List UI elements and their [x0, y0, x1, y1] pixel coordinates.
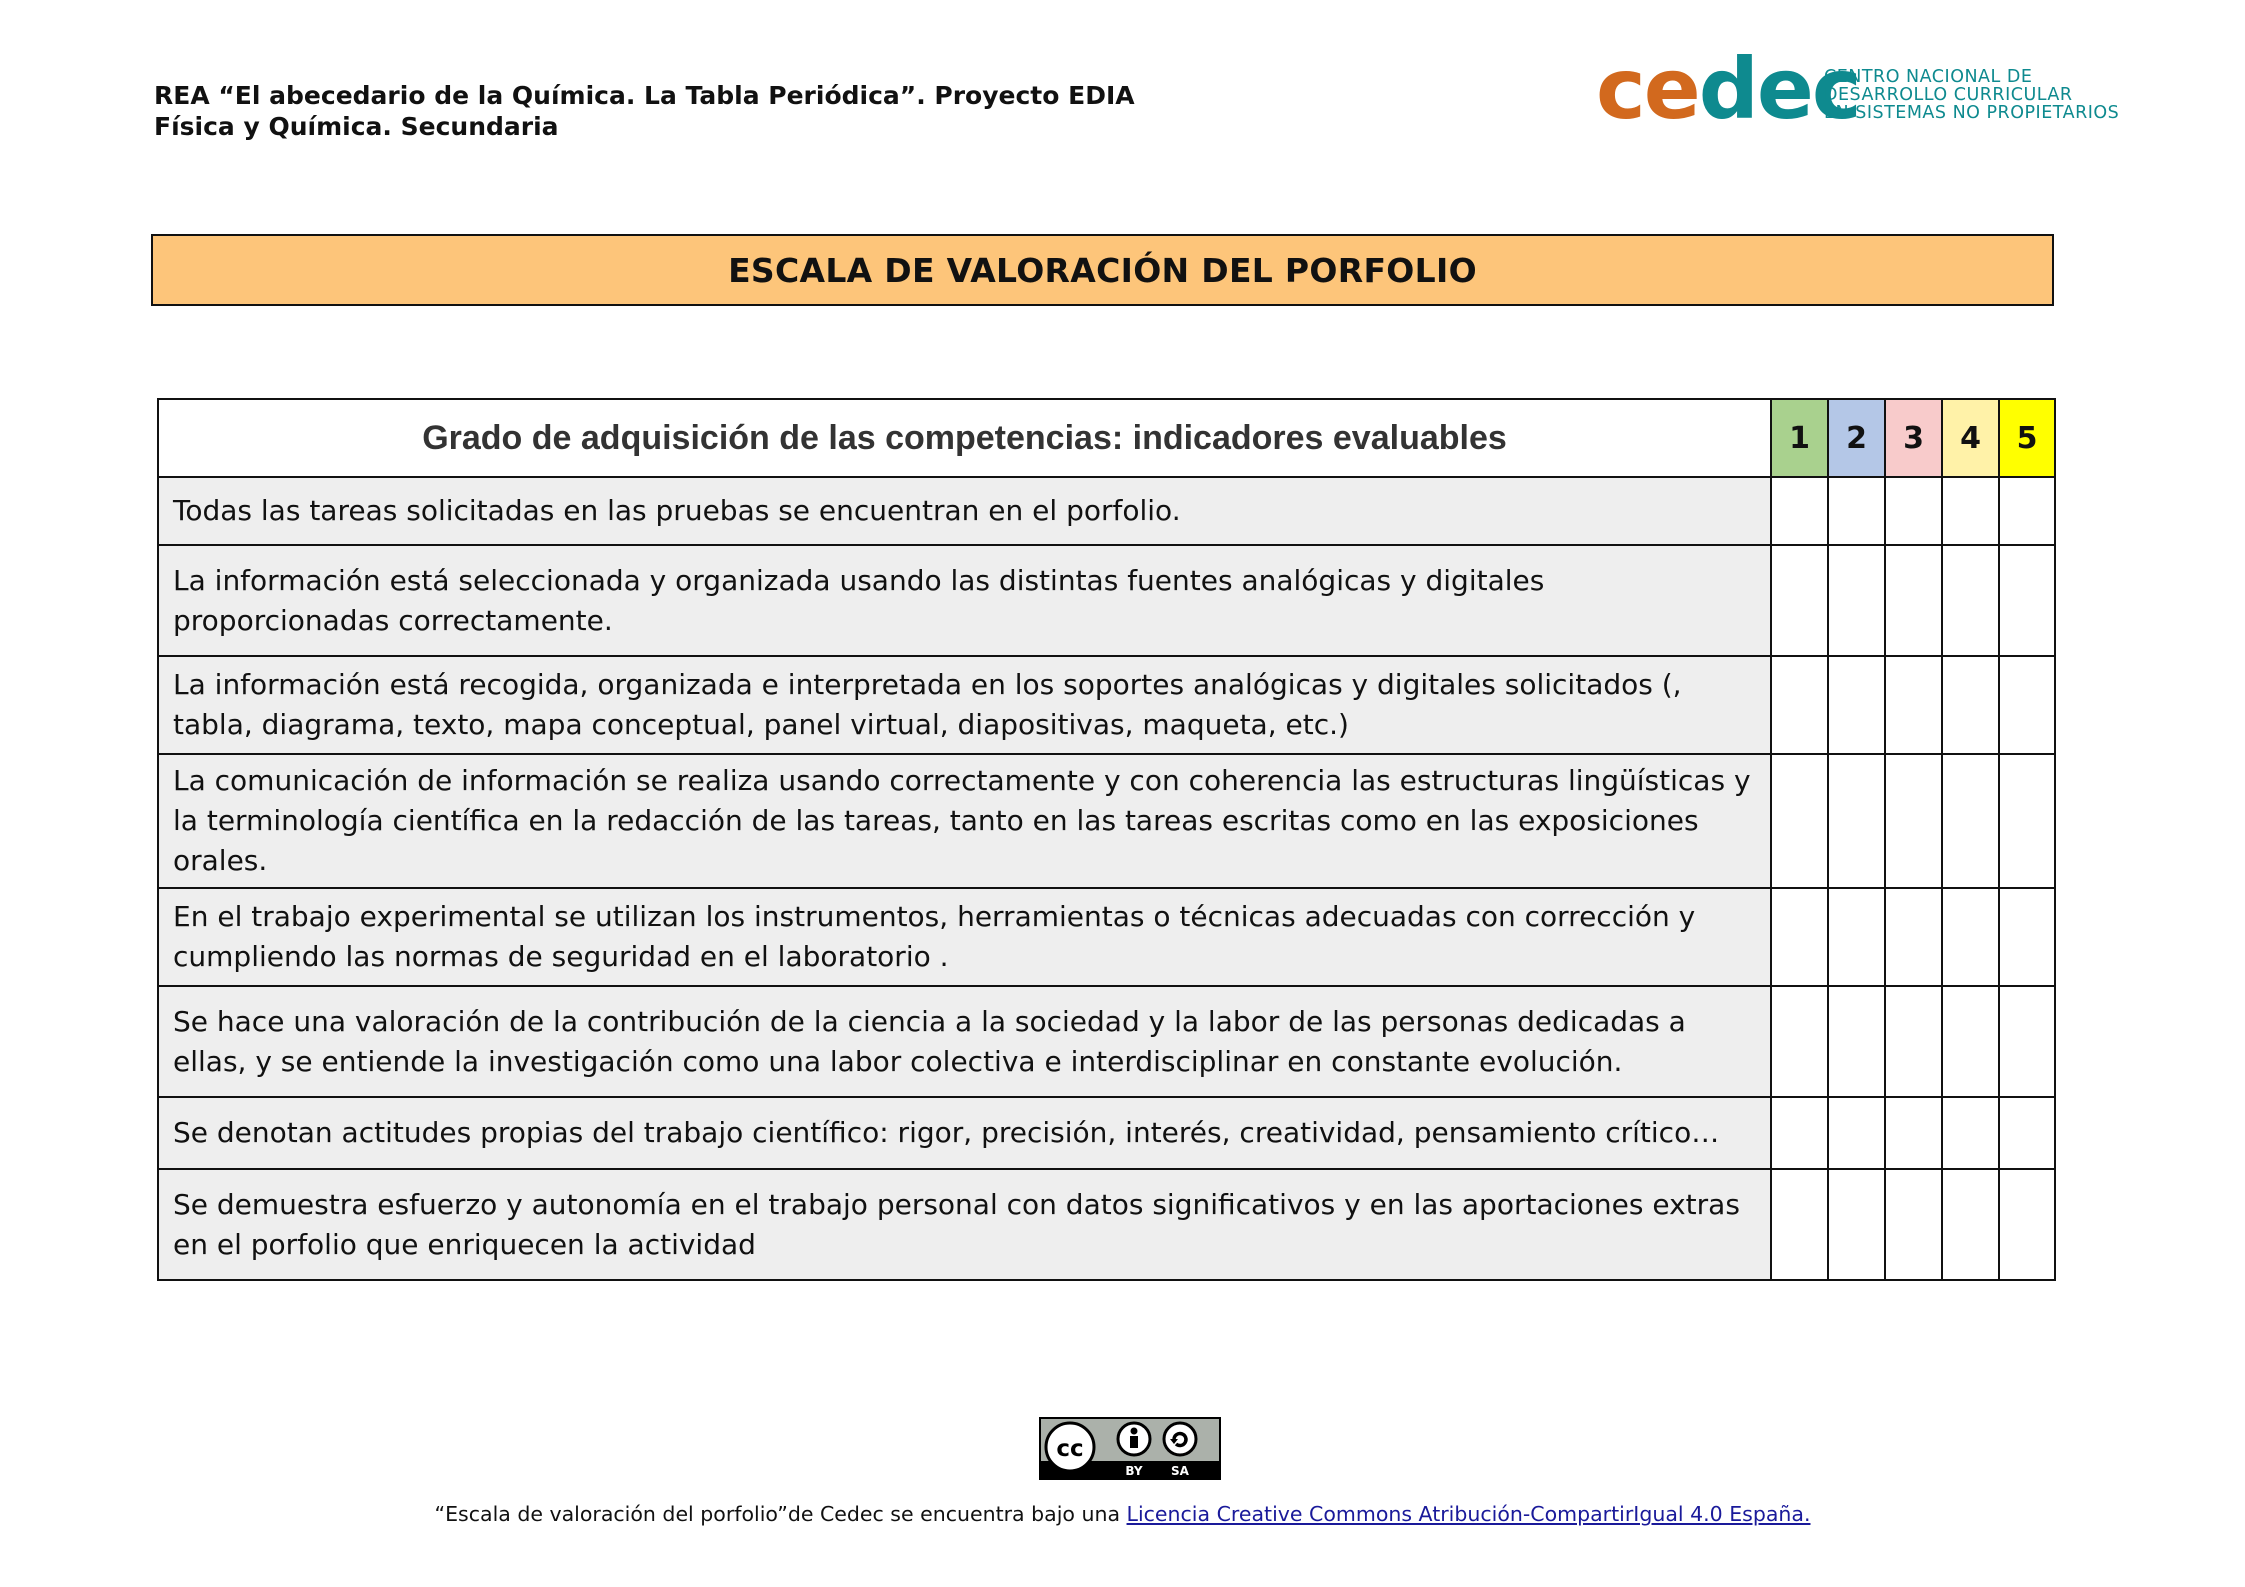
score-cell-5[interactable]: [1999, 656, 2055, 754]
score-cell-1[interactable]: [1771, 545, 1828, 656]
indicator-text: En el trabajo experimental se utilizan los instrumentos, herramientas o técnicas adecuadas con corrección y cumpliendo las normas de seguridad en el laboratorio .: [158, 888, 1771, 986]
score-cell-4[interactable]: [1942, 1097, 1999, 1169]
indicator-text: La comunicación de información se realiza usando correctamente y con coherencia las estructuras lingüísticas y la terminología científica en la redacción de las tareas, tanto en las tareas escritas como en las exposiciones orales.: [158, 754, 1771, 888]
score-cell-1[interactable]: [1771, 477, 1828, 545]
table-row: [158, 1169, 2055, 1280]
score-header-2: 2: [1828, 399, 1885, 477]
score-cell-4[interactable]: [1942, 986, 1999, 1097]
score-cell-1[interactable]: [1771, 986, 1828, 1097]
score-cell-3[interactable]: [1885, 1169, 1942, 1280]
creative-commons-by-sa-icon: [1039, 1417, 1221, 1480]
indicator-text: Se denotan actitudes propias del trabajo científico: rigor, precisión, interés, creatividad, pensamiento crítico…: [158, 1097, 1771, 1169]
score-cell-2[interactable]: [1828, 754, 1885, 888]
score-cell-4[interactable]: [1942, 656, 1999, 754]
score-cell-5[interactable]: [1999, 477, 2055, 545]
score-cell-5[interactable]: [1999, 1169, 2055, 1280]
score-header-5: 5: [1999, 399, 2055, 477]
score-cell-3[interactable]: [1885, 754, 1942, 888]
score-cell-4[interactable]: [1942, 477, 1999, 545]
score-header-4: 4: [1942, 399, 1999, 477]
document-header: [154, 80, 1135, 142]
score-cell-1[interactable]: [1771, 888, 1828, 986]
indicator-text: Todas las tareas solicitadas en las pruebas se encuentran en el porfolio.: [158, 477, 1771, 545]
score-cell-2[interactable]: [1828, 1169, 1885, 1280]
evaluation-table: [157, 398, 2056, 1281]
table-row: [158, 986, 2055, 1097]
score-cell-4[interactable]: [1942, 888, 1999, 986]
page-title: ESCALA DE VALORACIÓN DEL PORFOLIO: [151, 234, 2054, 306]
score-header-3: 3: [1885, 399, 1942, 477]
cedec-logo: [1596, 40, 2120, 138]
header-line-1: REA “El abecedario de la Química. La Tabla Periódica”. Proyecto EDIA: [154, 81, 1135, 110]
indicator-text: La información está recogida, organizada e interpretada en los soportes analógicas y digitales solicitados (, tabla, diagrama, texto, mapa conceptual, panel virtual, diapositivas, maqueta, etc.): [158, 656, 1771, 754]
score-cell-3[interactable]: [1885, 888, 1942, 986]
cedec-logo-subtitle: CENTRO NACIONAL DE DESARROLLO CURRICULAR EN SISTEMAS NO PROPIETARIOS: [1824, 67, 2120, 123]
score-cell-1[interactable]: [1771, 754, 1828, 888]
license-link[interactable]: Licencia Creative Commons Atribución-CompartirIgual 4.0 España.: [1126, 1502, 1811, 1526]
indicator-text: Se demuestra esfuerzo y autonomía en el trabajo personal con datos significativos y en las aportaciones extras en el porfolio que enriquecen la actividad: [158, 1169, 1771, 1280]
score-cell-4[interactable]: [1942, 545, 1999, 656]
cedec-logo-word: cedec: [1596, 40, 1860, 138]
score-cell-2[interactable]: [1828, 477, 1885, 545]
score-header-1: 1: [1771, 399, 1828, 477]
license-footer: [0, 1502, 2245, 1526]
table-row: [158, 477, 2055, 545]
table-row: [158, 1097, 2055, 1169]
table-row: [158, 754, 2055, 888]
license-text: “Escala de valoración del porfolio”de Cedec se encuentra bajo una: [434, 1502, 1127, 1526]
table-header: Grado de adquisición de las competencias: indicadores evaluables: [158, 399, 1771, 477]
score-cell-5[interactable]: [1999, 754, 2055, 888]
table-row: [158, 656, 2055, 754]
svg-text:cc: cc: [1056, 1436, 1084, 1462]
score-cell-3[interactable]: [1885, 477, 1942, 545]
table-row: [158, 888, 2055, 986]
score-cell-3[interactable]: [1885, 1097, 1942, 1169]
score-cell-1[interactable]: [1771, 656, 1828, 754]
score-cell-5[interactable]: [1999, 545, 2055, 656]
table-header-row: [158, 399, 2055, 477]
score-cell-3[interactable]: [1885, 656, 1942, 754]
score-cell-3[interactable]: [1885, 545, 1942, 656]
score-cell-5[interactable]: [1999, 888, 2055, 986]
score-cell-2[interactable]: [1828, 888, 1885, 986]
indicator-text: La información está seleccionada y organizada usando las distintas fuentes analógicas y digitales proporcionadas correctamente.: [158, 545, 1771, 656]
score-cell-2[interactable]: [1828, 986, 1885, 1097]
indicator-text: Se hace una valoración de la contribución de la ciencia a la sociedad y la labor de las personas dedicadas a ellas, y se entiende la investigación como una labor colectiva e interdisciplinar en constante evolución.: [158, 986, 1771, 1097]
score-cell-5[interactable]: [1999, 986, 2055, 1097]
score-cell-3[interactable]: [1885, 986, 1942, 1097]
score-cell-1[interactable]: [1771, 1169, 1828, 1280]
header-line-2: Física y Química. Secundaria: [154, 112, 559, 141]
score-cell-2[interactable]: [1828, 656, 1885, 754]
cc-sa-label: SA: [1171, 1464, 1189, 1478]
score-cell-4[interactable]: [1942, 754, 1999, 888]
score-cell-2[interactable]: [1828, 545, 1885, 656]
score-cell-1[interactable]: [1771, 1097, 1828, 1169]
cc-by-label: BY: [1125, 1464, 1143, 1478]
score-cell-4[interactable]: [1942, 1169, 1999, 1280]
table-row: [158, 545, 2055, 656]
score-cell-5[interactable]: [1999, 1097, 2055, 1169]
score-cell-2[interactable]: [1828, 1097, 1885, 1169]
